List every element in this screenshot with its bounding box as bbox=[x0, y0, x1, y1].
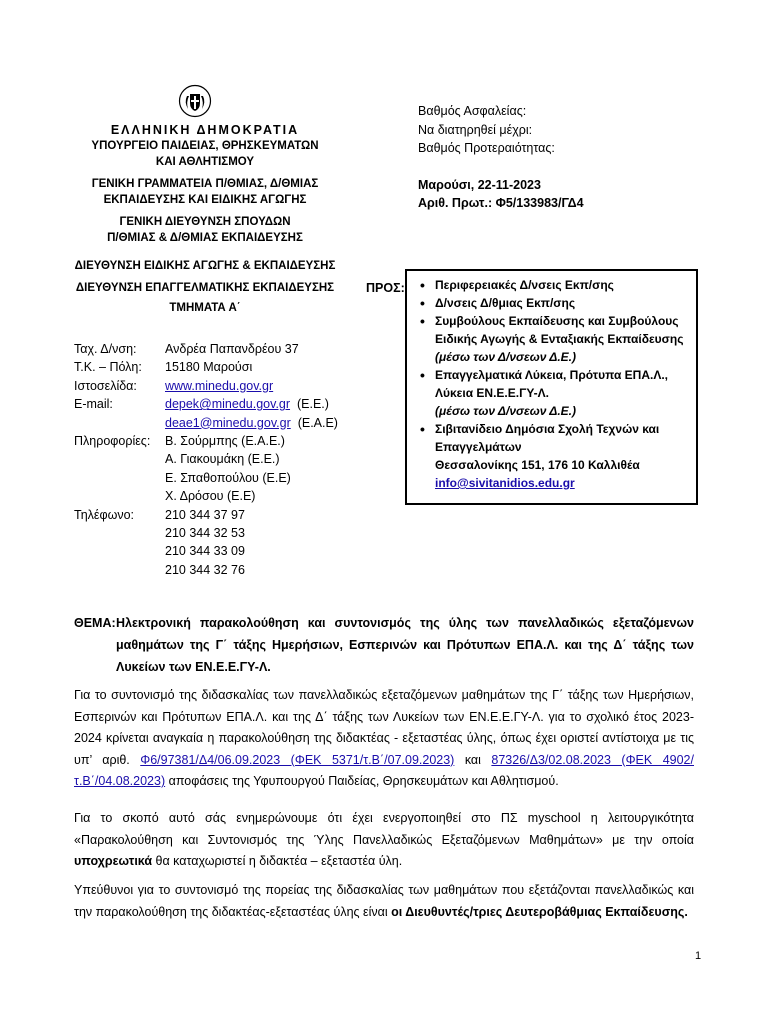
email-link-2[interactable]: deae1@minedu.gov.gr bbox=[165, 415, 291, 430]
subject-block bbox=[74, 612, 694, 678]
phone-number: 210 344 32 53 bbox=[165, 526, 245, 541]
phone-number: 210 344 37 97 bbox=[165, 507, 245, 522]
recipient-address: Θεσσαλονίκης 151, 176 10 Καλλιθέα bbox=[435, 458, 640, 472]
info-person: Ε. Σπαθοπούλου (Ε.Ε) bbox=[165, 470, 291, 485]
ministry-line-2: ΚΑΙ ΑΘΛΗΤΙΣΜΟΥ bbox=[155, 156, 255, 168]
departments: ΤΜΗΜΑΤΑ Α΄ bbox=[169, 302, 241, 314]
body-paragraph-1: Για το συντονισμό της διδασκαλίας των πανελλαδικώς εξεταζόμενων μαθημάτων της Γ΄ τάξης των Ημερήσιων, Εσπερινών και Πρότυπων ΕΠΑ.Λ. και της Δ΄ τάξης των Λυκείων των ΕΝ.Ε.Ε.ΓΥ-Λ. για το σχολικό έτος 2023-2024 κρίνεται αναγκαία η παρακολούθηση της διδακτέας - εξεταστέας ύλης, όπως έχει οριστεί αντίστοιχα με τις υπ’ αριθ. Φ6/97381/Δ4/06.09.2023 (ΦΕΚ 5371/τ.Β΄/07.09.2023) και 87326/Δ3/02.08.2023 (ΦΕΚ 4902/τ.Β΄/04.08.2023) αποφάσεις της Υφυπουργού Παιδείας, Θρησκευμάτων και Αθλητισμού. bbox=[74, 688, 694, 788]
recipient-item: • Περιφερειακές Δ/νσεις Εκπ/σης bbox=[435, 276, 690, 294]
greek-emblem-icon bbox=[178, 84, 212, 118]
security-level: Βαθμός Ασφαλείας: bbox=[418, 104, 527, 118]
info-person: Χ. Δρόσου (Ε.Ε) bbox=[165, 489, 256, 504]
protocol-number: Αριθ. Πρωτ.: Φ5/133983/ΓΔ4 bbox=[418, 196, 584, 210]
recipients-label: ΠΡΟΣ: bbox=[366, 281, 405, 295]
decision-link-1[interactable]: Φ6/97381/Δ4/06.09.2023 (ΦΕΚ 5371/τ.Β΄/07.09.2023) bbox=[140, 752, 455, 767]
phone-number: 210 344 32 76 bbox=[165, 562, 245, 577]
website-link[interactable]: www.minedu.gov.gr bbox=[165, 378, 274, 393]
phone-label: Τηλέφωνο: bbox=[74, 507, 135, 522]
security-meta bbox=[418, 102, 555, 158]
email-note-1: (Ε.Ε.) bbox=[296, 397, 329, 412]
decision-link-2[interactable]: 87326/Δ3/02.08.2023 (ΦΕΚ 4902/τ.Β΄/04.08.2023) bbox=[74, 752, 694, 788]
address-value: Ανδρέα Παπανδρέου 37 bbox=[165, 342, 299, 356]
body-paragraph-2: Για το σκοπό αυτό σάς ενημερώνουμε ότι έχει ενεργοποιηθεί στο ΠΣ myschool η λειτουργικότητα «Παρακολούθηση και Συντονισμός της Ύλης Πανελλαδικώς Εξεταζόμενων Μαθημάτων» με την οποία υποχρεωτικά θα καταχωριστεί η διδακτέα – εξεταστέα ύλη. bbox=[74, 811, 694, 868]
document-date: Μαρούσι, 22-11-2023 bbox=[418, 178, 541, 192]
email-note-2: (Ε.Α.Ε) bbox=[297, 415, 338, 430]
general-directorate-line-1: ΓΕΝΙΚΗ ΔΙΕΥΘΥΝΣΗ ΣΠΟΥΔΩΝ bbox=[119, 216, 291, 228]
issuer-header bbox=[60, 122, 350, 316]
republic-title: ΕΛΛΗΝΙΚΗ ΔΗΜΟΚΡΑΤΙΑ bbox=[110, 123, 300, 137]
info-person: Α. Γιακουμάκη (Ε.Ε.) bbox=[165, 452, 280, 467]
directorate-vocational-education: ΔΙΕΥΘΥΝΣΗ ΕΠΑΓΓΕΛΜΑΤΙΚΗΣ ΕΚΠΑΙΔΕΥΣΗΣ bbox=[75, 282, 335, 294]
website-label: Ιστοσελίδα: bbox=[74, 378, 137, 393]
date-protocol bbox=[418, 176, 584, 212]
address-label: Ταχ. Δ/νση: bbox=[74, 342, 137, 356]
subject-label: ΘΕΜΑ: bbox=[74, 616, 116, 630]
recipients-box bbox=[405, 269, 698, 505]
info-person: Β. Σούρμπης (Ε.Α.Ε.) bbox=[165, 434, 285, 449]
recipient-item: • Επαγγελματικά Λύκεια, Πρότυπα ΕΠΑ.Λ., Λύκεια ΕΝ.Ε.Ε.ΓΥ-Λ. (μέσω των Δ/νσεων Δ.Ε.) bbox=[435, 366, 690, 420]
contact-details bbox=[74, 340, 338, 579]
page-number: 1 bbox=[695, 950, 702, 962]
recipient-email-link[interactable]: info@sivitanidios.edu.gr bbox=[435, 476, 575, 490]
directorate-special-education: ΔΙΕΥΘΥΝΣΗ ΕΙΔΙΚΗΣ ΑΓΩΓΗΣ & ΕΚΠΑΙΔΕΥΣΗΣ bbox=[74, 260, 336, 272]
recipient-note: (μέσω των Δ/νσεων Δ.Ε.) bbox=[435, 350, 577, 364]
info-label: Πληροφορίες: bbox=[74, 434, 151, 449]
general-directorate-line-2: Π/ΘΜΙΑΣ & Δ/ΘΜΙΑΣ ΕΚΠΑΙΔΕΥΣΗΣ bbox=[107, 232, 303, 244]
recipient-item: • Δ/νσεις Δ/θμιας Εκπ/σης bbox=[435, 294, 690, 312]
general-secretariat-line-2: ΕΚΠΑΙΔΕΥΣΗΣ ΚΑΙ ΕΙΔΙΚΗΣ ΑΓΩΓΗΣ bbox=[103, 194, 307, 206]
recipient-item: • Σιβιτανίδειο Δημόσια Σχολή Τεχνών και Επαγγελμάτων Θεσσαλονίκης 151, 176 10 Καλλιθέα info@sivitanidios.edu.gr bbox=[435, 420, 690, 492]
mandatory-emphasis: υποχρεωτικά bbox=[74, 854, 153, 868]
ministry-line-1: ΥΠΟΥΡΓΕΙΟ ΠΑΙΔΕΙΑΣ, ΘΡΗΣΚΕΥΜΑΤΩΝ bbox=[91, 140, 319, 152]
priority-level: Βαθμός Προτεραιότητας: bbox=[418, 141, 555, 155]
keep-until: Να διατηρηθεί μέχρι: bbox=[418, 122, 533, 137]
body-paragraph-3: Υπεύθυνοι για το συντονισμό της πορείας της διδασκαλίας των μαθημάτων που εξετάζονται πανελλαδικώς και την παρακολούθηση της διδακτέας-εξεταστέας ύλης είναι οι Διευθυντές/τριες Δευτεροβάθμιας Εκπαίδευσης. bbox=[74, 883, 694, 919]
phone-number: 210 344 33 09 bbox=[165, 544, 245, 559]
email-label: E-mail: bbox=[74, 397, 113, 412]
postal-value: 15180 Μαρούσι bbox=[165, 360, 253, 375]
general-secretariat-line-1: ΓΕΝΙΚΗ ΓΡΑΜΜΑΤΕΙΑ Π/ΘΜΙΑΣ, Δ/ΘΜΙΑΣ bbox=[91, 178, 319, 190]
email-link-1[interactable]: depek@minedu.gov.gr bbox=[165, 397, 291, 412]
subject-text: Ηλεκτρονική παρακολούθηση και συντονισμός της ύλης των πανελλαδικώς εξεταζόμενων μαθημάτων της Γ΄ τάξης Ημερήσιων, Εσπερινών και Πρότυπων ΕΠΑ.Λ. και της Δ΄ τάξης των Λυκείων των ΕΝ.Ε.Ε.ΓΥ-Λ. bbox=[116, 616, 694, 674]
recipient-item: • Συμβούλους Εκπαίδευσης και Συμβούλους Ειδικής Αγωγής & Ενταξιακής Εκπαίδευσης (μέσω των Δ/νσεων Δ.Ε.) bbox=[435, 312, 690, 366]
recipient-note: (μέσω των Δ/νσεων Δ.Ε.) bbox=[435, 404, 577, 418]
postal-label: Τ.Κ. – Πόλη: bbox=[74, 360, 142, 375]
responsible-emphasis: οι Διευθυντές/τριες Δευτεροβάθμιας Εκπαίδευσης. bbox=[391, 904, 688, 919]
